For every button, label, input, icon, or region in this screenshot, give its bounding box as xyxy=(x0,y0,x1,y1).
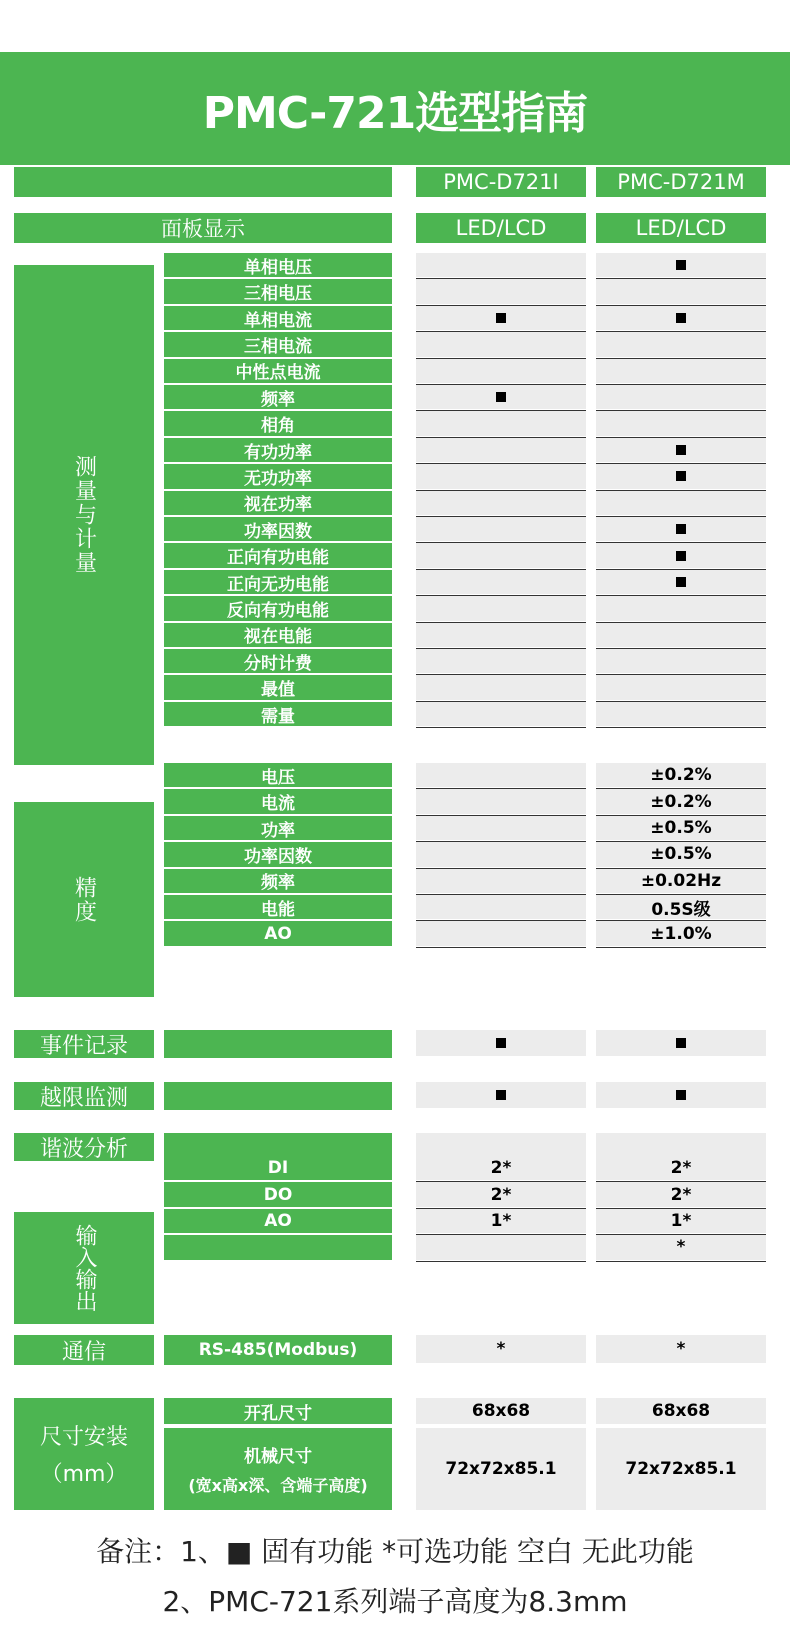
size-category-line2: （mm） xyxy=(40,1462,128,1487)
measurement-cell-2 xyxy=(596,543,766,569)
measurement-row-label: 单相电流 xyxy=(164,306,392,332)
measurement-row-label: 有功功率 xyxy=(164,438,392,464)
row-divider xyxy=(596,947,766,948)
accuracy-row-label: 电压 xyxy=(164,763,392,789)
built-in-square-icon xyxy=(676,1038,686,1048)
overlimit-cell-2 xyxy=(596,1082,766,1110)
accuracy-cell-value: ±1.0% xyxy=(650,923,712,944)
accuracy-cell-value: ±0.2% xyxy=(650,765,712,786)
row-divider xyxy=(596,1261,766,1262)
io-row-label xyxy=(164,1235,392,1261)
io-cell-1 xyxy=(416,1182,586,1208)
built-in-square-icon xyxy=(676,577,686,587)
accuracy-cell-value: ±0.5% xyxy=(650,817,712,838)
measurement-cell-2 xyxy=(596,385,766,411)
measurement-cell-2 xyxy=(596,570,766,596)
io-cell-1 xyxy=(416,1235,586,1261)
measurement-cell-1 xyxy=(416,359,586,385)
io-cell-value: 2* xyxy=(490,1184,512,1205)
accuracy-cell-value: ±0.2% xyxy=(650,791,712,812)
hole-size-label: 开孔尺寸 xyxy=(164,1398,392,1426)
built-in-square-icon xyxy=(676,260,686,270)
overlimit-cell-1 xyxy=(416,1082,586,1110)
measurement-row-label: 分时计费 xyxy=(164,649,392,675)
accuracy-cell-2 xyxy=(596,763,766,789)
model-header-2: PMC-D721M xyxy=(596,167,766,197)
measurement-cell-1 xyxy=(416,253,586,279)
row-divider xyxy=(596,727,766,728)
accuracy-cell-1 xyxy=(416,921,586,947)
measurement-cell-2 xyxy=(596,332,766,358)
measurement-cell-2 xyxy=(596,464,766,490)
accuracy-cell-value: ±0.5% xyxy=(650,844,712,865)
io-category-label: 输入输出 xyxy=(72,1224,97,1312)
overlimit-sub xyxy=(164,1082,392,1110)
page-title: PMC-721选型指南 xyxy=(202,87,588,139)
built-in-square-icon xyxy=(496,392,506,402)
note-line-1: 备注：1、■ 固有功能 *可选功能 空白 无此功能 xyxy=(96,1535,694,1568)
measurement-row-label: 单相电压 xyxy=(164,253,392,279)
measurement-row-label: 相角 xyxy=(164,411,392,437)
measurement-cell-1 xyxy=(416,411,586,437)
comm-protocol: RS-485(Modbus) xyxy=(164,1335,392,1365)
io-row-label: DO xyxy=(164,1182,392,1208)
accuracy-row-label: 功率因数 xyxy=(164,842,392,868)
mech-size-cell-1: 72x72x85.1 xyxy=(416,1428,586,1510)
measurement-row-label: 无功功率 xyxy=(164,464,392,490)
accuracy-row-label: 频率 xyxy=(164,869,392,895)
measurement-cell-2 xyxy=(596,491,766,517)
mech-size-cell-2: 72x72x85.1 xyxy=(596,1428,766,1510)
accuracy-cell-1 xyxy=(416,842,586,868)
io-cell-1 xyxy=(416,1209,586,1235)
row-divider xyxy=(416,1261,586,1262)
measurement-row-label: 视在电能 xyxy=(164,623,392,649)
accuracy-cell-2 xyxy=(596,842,766,868)
measurement-row-label: 三相电流 xyxy=(164,332,392,358)
hole-size-cell-1: 68x68 xyxy=(416,1398,586,1426)
accuracy-row-label: 电能 xyxy=(164,895,392,921)
accuracy-category xyxy=(14,802,154,997)
measurement-row-label: 正向有功电能 xyxy=(164,543,392,569)
io-cell-value: 2* xyxy=(490,1158,512,1179)
header-blank xyxy=(14,167,392,197)
accuracy-cell-1 xyxy=(416,869,586,895)
size-category xyxy=(14,1398,154,1510)
note-line-2: 2、PMC-721系列端子高度为8.3mm xyxy=(162,1585,628,1618)
panel-value-1: LED/LCD xyxy=(416,213,586,243)
measurement-cell-1 xyxy=(416,570,586,596)
io-cell-1 xyxy=(416,1156,586,1182)
measurement-cell-1 xyxy=(416,649,586,675)
accuracy-cell-value: 0.5S级 xyxy=(651,899,711,920)
accuracy-cell-2 xyxy=(596,895,766,921)
measurement-category-label: 测量与计量 xyxy=(71,455,97,575)
io-cell-value: 2* xyxy=(670,1184,692,1205)
measurement-cell-2 xyxy=(596,702,766,728)
events-sub xyxy=(164,1030,392,1058)
accuracy-cell-1 xyxy=(416,763,586,789)
accuracy-cell-2 xyxy=(596,921,766,947)
built-in-square-icon xyxy=(676,524,686,534)
accuracy-row-label: 电流 xyxy=(164,789,392,815)
measurement-row-label: 频率 xyxy=(164,385,392,411)
io-cell-value: * xyxy=(676,1237,686,1258)
built-in-square-icon xyxy=(676,551,686,561)
io-row-label: AO xyxy=(164,1209,392,1235)
events-label: 事件记录 xyxy=(14,1030,154,1058)
built-in-square-icon xyxy=(676,445,686,455)
accuracy-cell-1 xyxy=(416,816,586,842)
mech-size-label xyxy=(164,1428,392,1510)
measurement-row-label: 正向无功电能 xyxy=(164,570,392,596)
measurement-cell-1 xyxy=(416,702,586,728)
accuracy-cell-1 xyxy=(416,789,586,815)
measurement-cell-1 xyxy=(416,543,586,569)
title-banner xyxy=(0,52,790,165)
measurement-row-label: 最值 xyxy=(164,675,392,701)
measurement-cell-2 xyxy=(596,596,766,622)
measurement-cell-1 xyxy=(416,438,586,464)
comm-cell-1: * xyxy=(416,1335,586,1365)
mech-size-line2: (宽x高x深、含端子高度) xyxy=(188,1476,368,1495)
accuracy-cell-2 xyxy=(596,789,766,815)
io-cell-value: 1* xyxy=(670,1210,692,1231)
panel-label: 面板显示 xyxy=(14,213,392,243)
measurement-cell-2 xyxy=(596,438,766,464)
io-cell-2 xyxy=(596,1156,766,1182)
measurement-row-label: 视在功率 xyxy=(164,491,392,517)
measurement-cell-1 xyxy=(416,491,586,517)
measurement-row-label: 功率因数 xyxy=(164,517,392,543)
events-cell-1 xyxy=(416,1030,586,1058)
measurement-cell-2 xyxy=(596,411,766,437)
hole-size-cell-2: 68x68 xyxy=(596,1398,766,1426)
measurement-cell-2 xyxy=(596,649,766,675)
measurement-cell-2 xyxy=(596,517,766,543)
accuracy-cell-1 xyxy=(416,895,586,921)
measurement-cell-1 xyxy=(416,623,586,649)
measurement-row-label: 中性点电流 xyxy=(164,359,392,385)
mech-size-line1: 机械尺寸 xyxy=(244,1447,312,1467)
io-category xyxy=(14,1212,154,1324)
size-category-line1: 尺寸安装 xyxy=(39,1425,128,1450)
built-in-square-icon xyxy=(676,313,686,323)
accuracy-cell-2 xyxy=(596,816,766,842)
built-in-square-icon xyxy=(676,1090,686,1100)
measurement-cell-1 xyxy=(416,279,586,305)
measurement-cell-1 xyxy=(416,517,586,543)
measurement-cell-1 xyxy=(416,332,586,358)
io-row-label: DI xyxy=(164,1156,392,1182)
measurement-cell-2 xyxy=(596,306,766,332)
measurement-row-label: 需量 xyxy=(164,702,392,728)
io-cell-2 xyxy=(596,1235,766,1261)
accuracy-row-label: 功率 xyxy=(164,816,392,842)
row-divider xyxy=(416,947,586,948)
io-cell-2 xyxy=(596,1209,766,1235)
measurement-cell-1 xyxy=(416,596,586,622)
io-cell-value: 1* xyxy=(490,1210,512,1231)
overlimit-label: 越限监测 xyxy=(14,1082,154,1110)
row-divider xyxy=(416,727,586,728)
built-in-square-icon xyxy=(496,1090,506,1100)
panel-value-2: LED/LCD xyxy=(596,213,766,243)
accuracy-cell-2 xyxy=(596,869,766,895)
built-in-square-icon xyxy=(496,1038,506,1048)
io-cell-value: 2* xyxy=(670,1158,692,1179)
measurement-cell-2 xyxy=(596,359,766,385)
built-in-square-icon xyxy=(676,471,686,481)
measurement-cell-1 xyxy=(416,464,586,490)
measurement-cell-1 xyxy=(416,306,586,332)
model-header-1: PMC-D721I xyxy=(416,167,586,197)
comm-label: 通信 xyxy=(14,1335,154,1365)
measurement-cell-1 xyxy=(416,385,586,411)
events-cell-2 xyxy=(596,1030,766,1058)
comm-cell-2: * xyxy=(596,1335,766,1365)
measurement-cell-2 xyxy=(596,675,766,701)
measurement-cell-2 xyxy=(596,623,766,649)
accuracy-cell-value: ±0.02Hz xyxy=(640,870,722,891)
measurement-cell-2 xyxy=(596,279,766,305)
measurement-cell-2 xyxy=(596,253,766,279)
measurement-category xyxy=(14,265,154,765)
accuracy-category-label: 精度 xyxy=(71,875,97,924)
accuracy-row-label: AO xyxy=(164,921,392,947)
measurement-row-label: 三相电压 xyxy=(164,279,392,305)
io-cell-2 xyxy=(596,1182,766,1208)
measurement-row-label: 反向有功电能 xyxy=(164,596,392,622)
built-in-square-icon xyxy=(496,313,506,323)
harmonics-label: 谐波分析 xyxy=(14,1133,154,1161)
measurement-cell-1 xyxy=(416,675,586,701)
